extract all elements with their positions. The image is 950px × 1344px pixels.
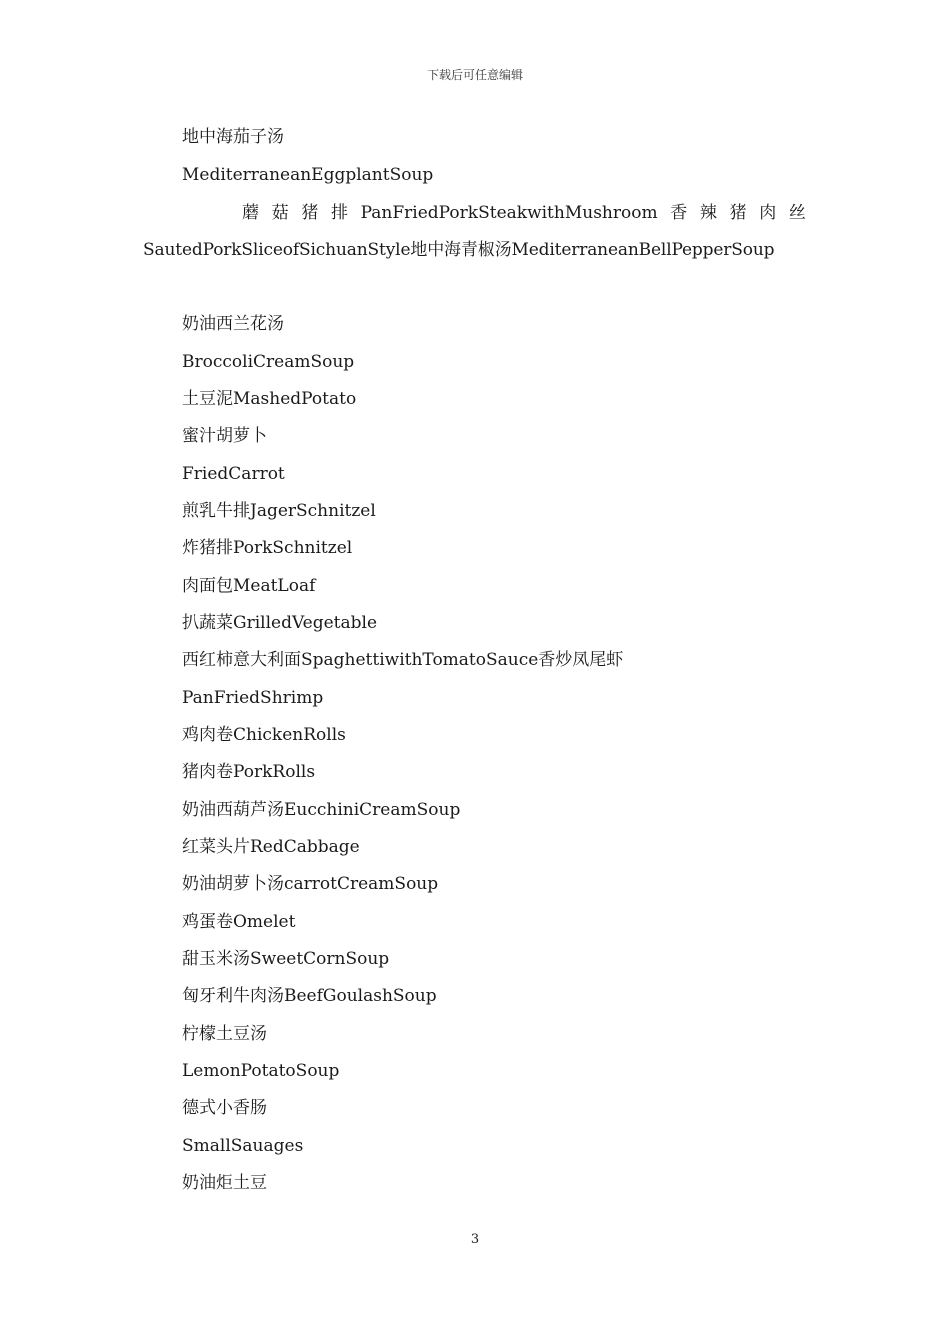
page-header: 下载后可任意编辑: [426, 68, 523, 82]
list-item: 西红柿意大利面SpaghettiwithTomatoSauce香炒凤尾虾: [182, 650, 624, 670]
list-item: 扒蔬菜GrilledVegetable: [182, 613, 378, 633]
list-item: 德式小香肠: [182, 1098, 267, 1118]
list-item: FriedCarrot: [182, 464, 285, 484]
list-item: 奶油西兰花汤: [182, 314, 284, 334]
list-item: 奶油胡萝卜汤carrotCreamSoup: [182, 874, 439, 894]
list-item: 肉面包MeatLoaf: [182, 576, 316, 596]
text-line: 地中海茄子汤: [182, 127, 284, 147]
list-item: 煎乳牛排JagerSchnitzel: [182, 501, 376, 521]
list-item: 鸡肉卷ChickenRolls: [182, 725, 346, 745]
list-item: 鸡蛋卷Omelet: [182, 912, 296, 932]
text-line: MediterraneanEggplantSoup: [182, 165, 434, 185]
list-item: 猪肉卷PorkRolls: [182, 762, 316, 782]
list-item: 土豆泥MashedPotato: [182, 389, 357, 409]
list-item: 蜜汁胡萝卜: [182, 426, 267, 446]
text-word: 蘑: [242, 203, 259, 223]
text-word: 丝: [788, 203, 806, 223]
list-item: BroccoliCreamSoup: [182, 352, 355, 372]
text-word: 香: [670, 203, 688, 223]
list-item: 炸猪排PorkSchnitzel: [182, 538, 353, 558]
list-item: 奶油西葫芦汤EucchiniCreamSoup: [182, 800, 461, 820]
text-word: 菇: [271, 203, 289, 223]
text-word: 猪: [729, 203, 747, 223]
page-number: 3: [470, 1232, 480, 1247]
list-item: 柠檬土豆汤: [182, 1024, 267, 1044]
list-item: 奶油炬土豆: [182, 1173, 267, 1193]
list-item: 红菜头片RedCabbage: [182, 837, 360, 857]
list-item: PanFriedShrimp: [182, 688, 324, 708]
text-word: 肉: [759, 203, 777, 223]
justified-text-line: [242, 198, 806, 228]
list-item: 匈牙利牛肉汤BeefGoulashSoup: [182, 986, 437, 1006]
text-word: 辣: [699, 203, 717, 223]
list-item: SmallSauages: [182, 1136, 304, 1156]
list-item: LemonPotatoSoup: [182, 1061, 340, 1081]
text-word: 排: [330, 203, 348, 223]
text-word: 猪: [301, 203, 319, 223]
list-item: 甜玉米汤SweetCornSoup: [182, 949, 390, 969]
text-word: PanFriedPorkSteakwithMushroom: [360, 203, 658, 223]
text-line: SautedPorkSliceofSichuanStyle地中海青椒汤MediterraneanBellPepperSoup: [143, 240, 775, 260]
